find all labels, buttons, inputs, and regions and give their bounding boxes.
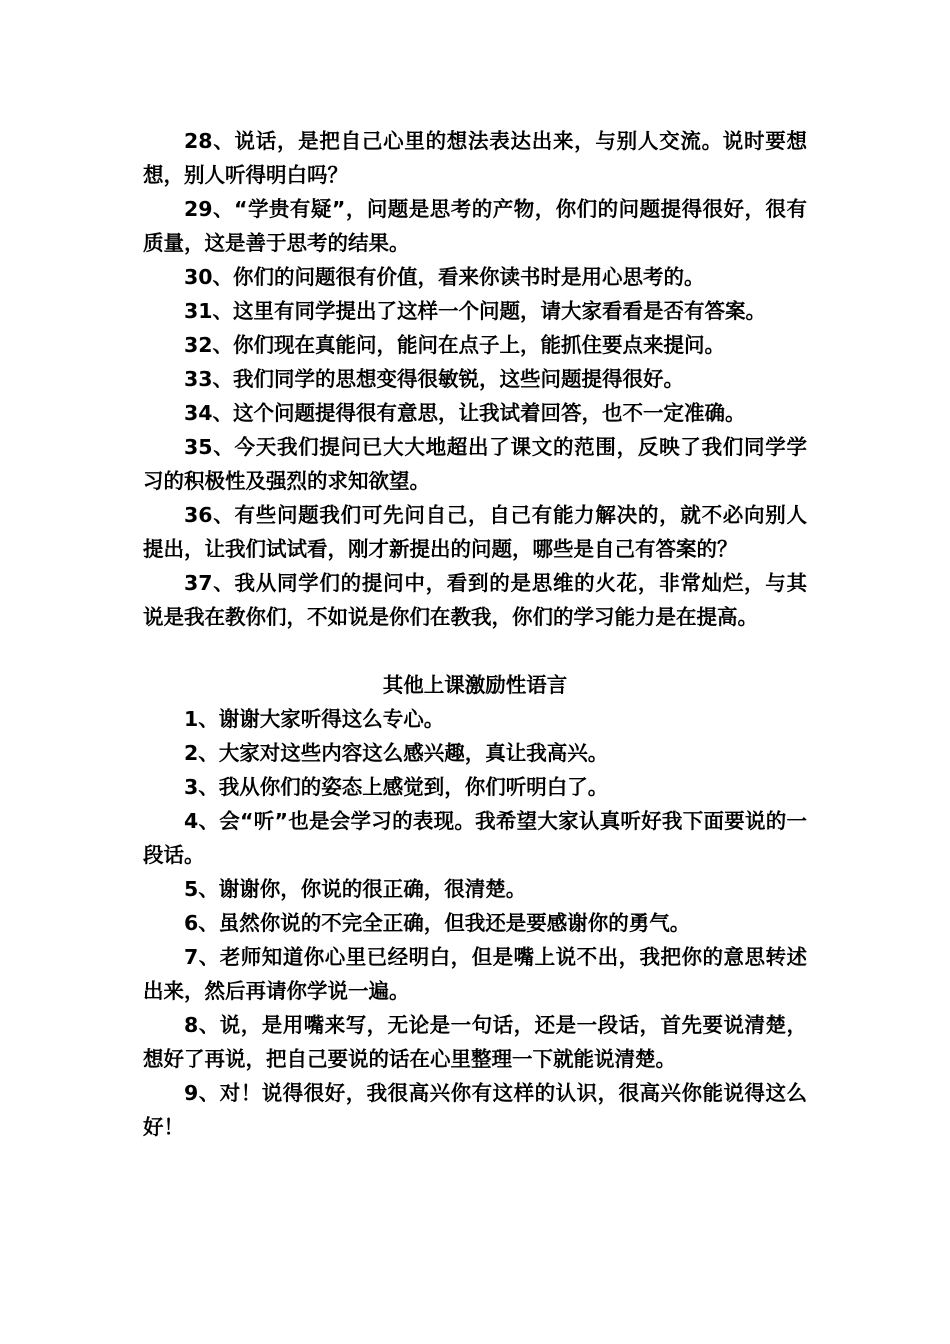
paragraph-35: 35、今天我们提问已大大地超出了课文的范围，反映了我们同学学习的积极性及强烈的求知欲望。	[143, 435, 807, 493]
paragraph-5: 5、谢谢你，你说的很正确，很清楚。	[184, 877, 527, 901]
paragraph-37: 37、我从同学们的提问中，看到的是思维的火花，非常灿烂，与其说是我在教你们，不如说是你们在教我，你们的学习能力是在提高。	[143, 571, 807, 629]
paragraph-30: 30、你们的问题很有价值，看来你读书时是用心思考的。	[184, 265, 705, 289]
paragraph-7: 7、老师知道你心里已经明白，但是嘴上说不出，我把你的意思转述出来，然后再请你学说一遍。	[143, 945, 807, 1003]
paragraph-8: 8、说，是用嘴来写，无论是一句话，还是一段话，首先要说清楚，想好了再说，把自己要说的话在心里整理一下就能说清楚。	[143, 1013, 807, 1071]
paragraph-3: 3、我从你们的姿态上感觉到，你们听明白了。	[184, 775, 609, 799]
paragraph-9: 9、对！说得很好，我很高兴你有这样的认识，很高兴你能说得这么好！	[143, 1081, 807, 1139]
paragraph-4: 4、会“听”也是会学习的表现。我希望大家认真听好我下面要说的一段话。	[143, 809, 807, 867]
paragraph-32: 32、你们现在真能问，能问在点子上，能抓住要点来提问。	[184, 333, 726, 357]
paragraph-6: 6、虽然你说的不完全正确，但我还是要感谢你的勇气。	[184, 911, 691, 935]
paragraph-31: 31、这里有同学提出了这样一个问题，请大家看看是否有答案。	[184, 299, 767, 323]
paragraph-2: 2、大家对这些内容这么感兴趣，真让我高兴。	[184, 741, 609, 765]
document-page	[143, 124, 807, 1144]
paragraph-1: 1、谢谢大家听得这么专心。	[184, 707, 445, 731]
paragraph-33: 33、我们同学的思想变得很敏锐，这些问题提得很好。	[184, 367, 685, 391]
paragraph-29: 29、“学贵有疑”，问题是思考的产物，你们的问题提得很好，很有质量，这是善于思考的结果。	[143, 197, 807, 255]
paragraph-36: 36、有些问题我们可先问自己，自己有能力解决的，就不必向别人提出，让我们试试看，刚才新提出的问题，哪些是自己有答案的？	[143, 503, 807, 561]
section-heading: 其他上课激励性语言	[382, 673, 568, 697]
paragraph-28: 28、说话，是把自己心里的想法表达出来，与别人交流。说时要想想，别人听得明白吗？	[143, 129, 807, 187]
paragraph-34: 34、这个问题提得很有意思，让我试着回答，也不一定准确。	[184, 401, 746, 425]
